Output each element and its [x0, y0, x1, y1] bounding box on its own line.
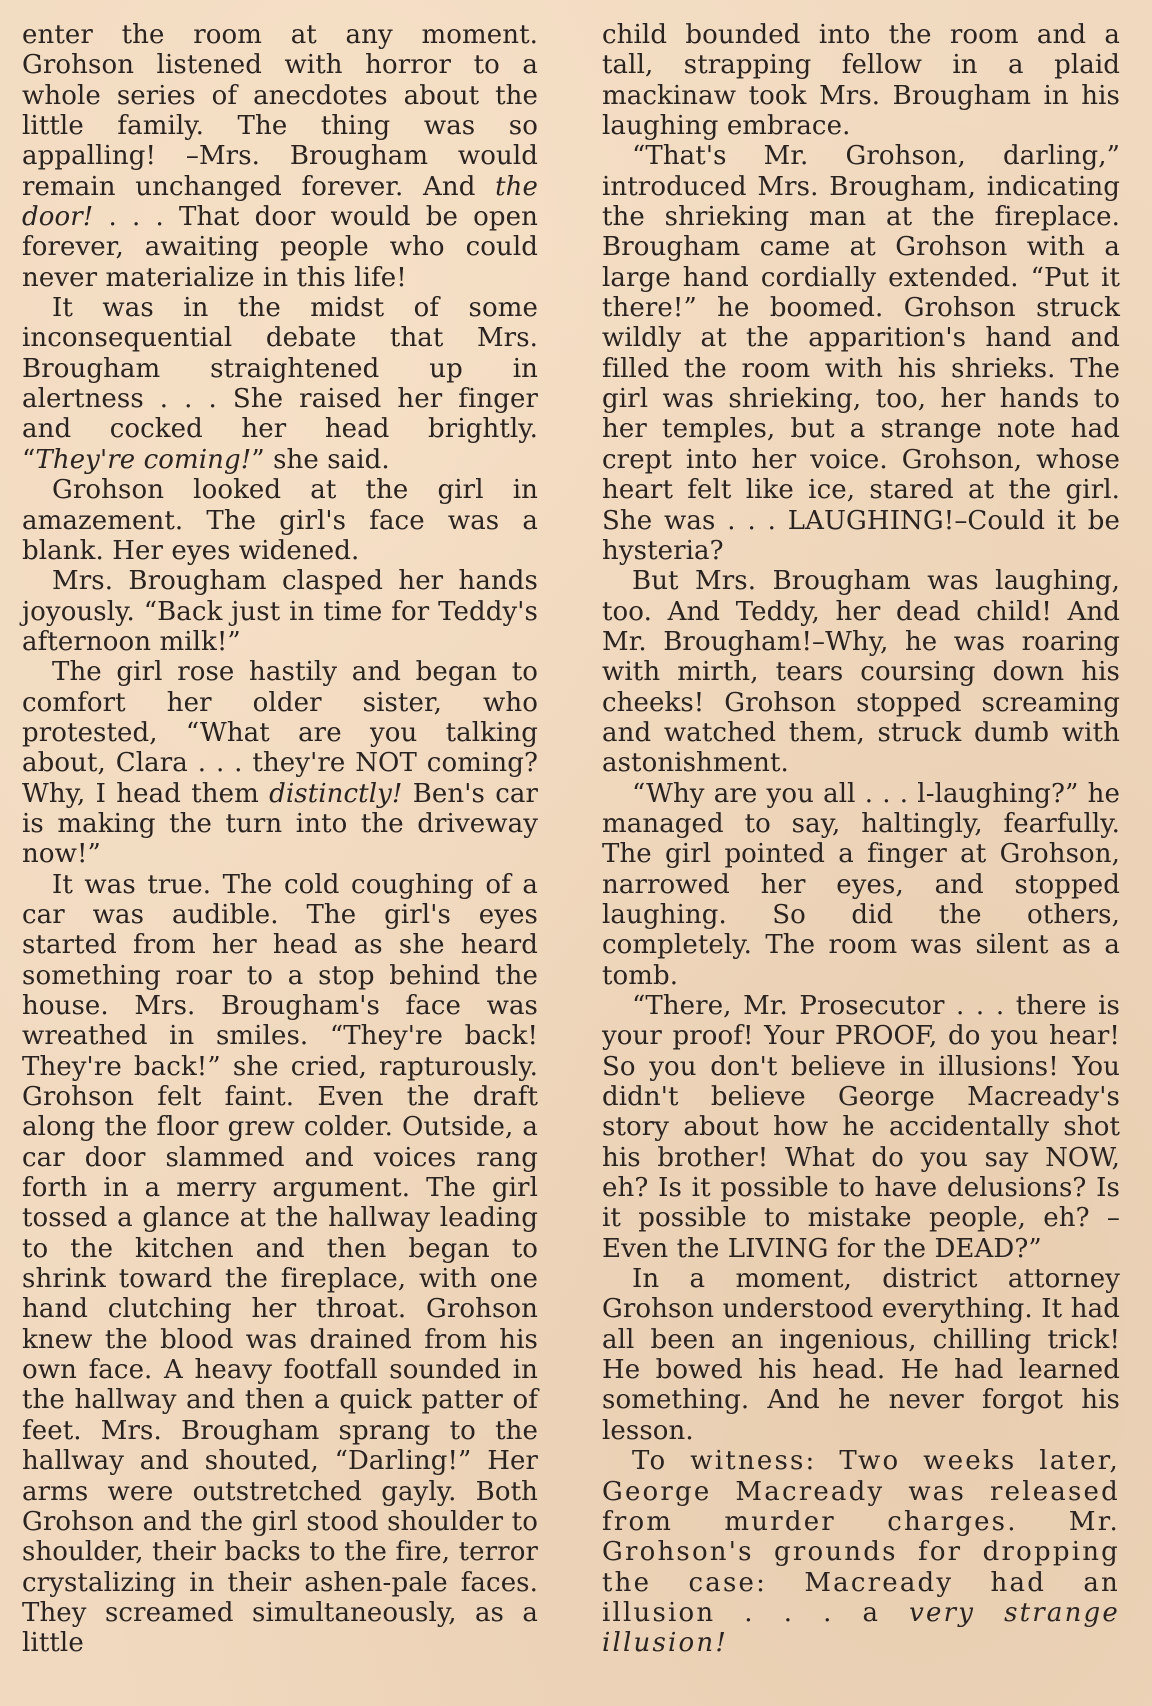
- paragraph: It was true. The cold coughing of a car was audible. The girl's eyes started from her head as she heard something roar to a stop behind the house. Mrs. Brougham's face was wreathed in smiles. “They're back! They're back!” she cried, rapturously. Grohson felt faint. Even the draft along the floor grew colder. Outside, a car door slammed and voices rang forth in a merry argument. The girl tossed a glance at the hallway leading to the kitchen and then began to shrink toward the fireplace, with one hand clutching her throat. Grohson knew the blood was drained from his own face. A heavy footfall sounded in the hallway and then a quick patter of feet. Mrs. Brougham sprang to the hallway and shouted, “Darling!” Her arms were outstretched gayly. Both Grohson and the girl stood shoulder to shoulder, their backs to the fire, terror crystalizing in their ashen-pale faces. They screamed simultaneously, as a little: [22, 869, 538, 1659]
- paragraph: To witness: Two weeks later, George Macready was released from murder charges. Mr. Grohson's grounds for dropping the case: Macready had an illusion . . . a very strange illusion!: [602, 1446, 1120, 1659]
- paragraph: It was in the midst of some inconsequential debate that Mrs. Brougham straightened up in alertness . . . She raised her finger and cocked her head brightly. “They're coming!” she said.: [22, 293, 538, 475]
- paragraph: “That's Mr. Grohson, darling,” introduced Mrs. Brougham, indicating the shrieking man at the fireplace. Brougham came at Grohson with a large hand cordially extended. “Put it there!” he boomed. Grohson struck wildly at the apparition's hand and filled the room with his shrieks. The girl was shrieking, too, her hands to her temples, but a strange note had crept into her voice. Grohson, whose heart felt like ice, stared at the girl. She was . . . LAUGHING!–Could it be hysteria?: [602, 141, 1120, 566]
- right-column: [602, 20, 1120, 1659]
- paragraph: “Why are you all . . . l-laughing?” he managed to say, haltingly, fearfully. The girl pointed a finger at Grohson, narrowed her eyes, and stopped laughing. So did the others, completely. The room was silent as a tomb.: [602, 778, 1120, 991]
- paragraph: But Mrs. Brougham was laughing, too. And Teddy, her dead child! And Mr. Brougham!–Why, he was roaring with mirth, tears coursing down his cheeks! Grohson stopped screaming and watched them, struck dumb with astonishment.: [602, 566, 1120, 779]
- paragraph: Grohson looked at the girl in amazement. The girl's face was a blank. Her eyes widened.: [22, 475, 538, 566]
- paragraph: The girl rose hastily and began to comfort her older sister, who protested, “What are you talking about, Clara . . . they're NOT coming? Why, I head them distinctly! Ben's car is making the turn into the driveway now!”: [22, 657, 539, 870]
- paragraph: Mrs. Brougham clasped her hands joyously. “Back just in time for Teddy's afternoon milk!”: [22, 566, 538, 657]
- paragraph: enter the room at any moment. Grohson listened with horror to a whole series of anecdotes about the little family. The thing was so appalling! –Mrs. Brougham would remain unchanged forever. And the door! . . . That door would be open forever, awaiting people who could never materialize in this life!: [22, 20, 538, 293]
- paragraph: “There, Mr. Prosecutor . . . there is your proof! Your PROOF, do you hear! So you don't believe in illusions! You didn't believe George Macready's story about how he accidentally shot his brother! What do you say NOW, eh? Is it possible to have delusions? Is it possible to mistake people, eh? – Even the LIVING for the DEAD?”: [602, 991, 1120, 1264]
- left-column: [22, 20, 538, 1659]
- paragraph: child bounded into the room and a tall, strapping fellow in a plaid mackinaw took Mrs. Brougham in his laughing embrace.: [602, 20, 1120, 142]
- paragraph: In a moment, district attorney Grohson understood everything. It had all been an ingenious, chilling trick! He bowed his head. He had learned something. And he never forgot his lesson.: [602, 1264, 1120, 1446]
